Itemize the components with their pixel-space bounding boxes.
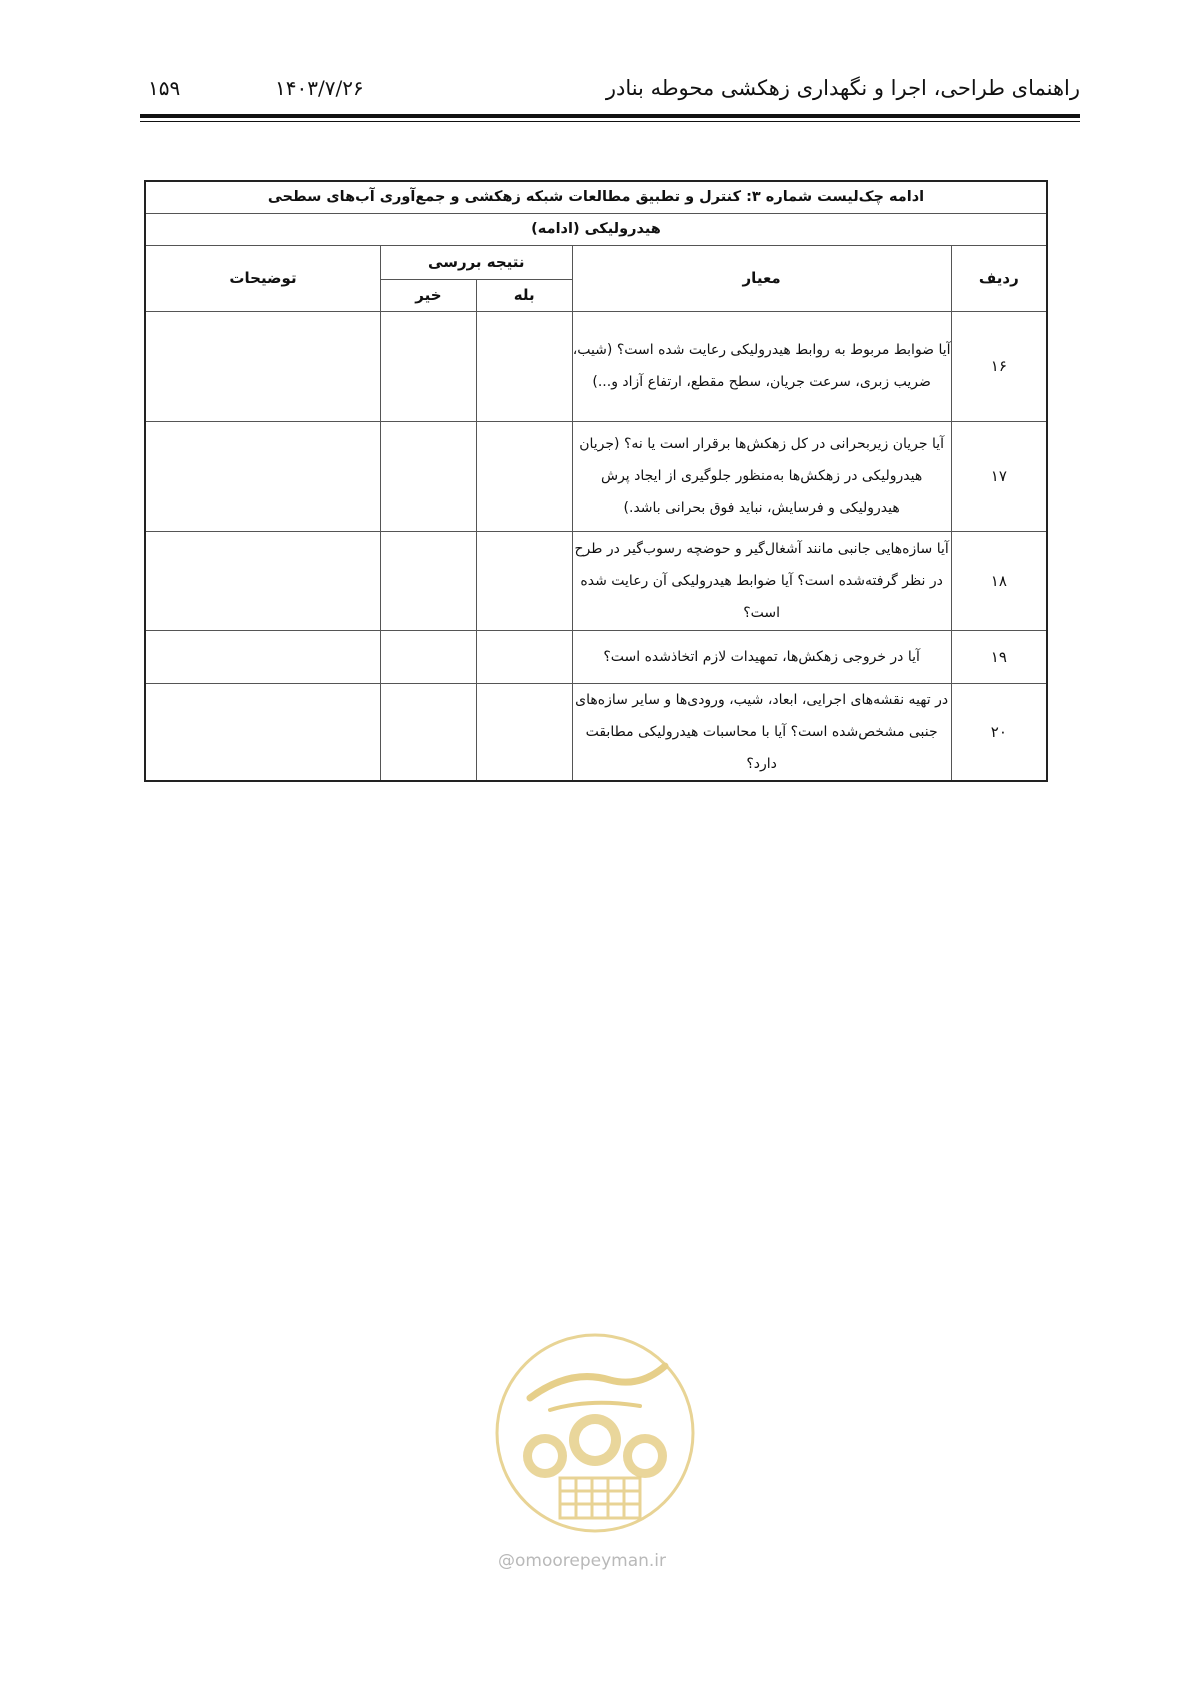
row-no-cell[interactable] [381,421,477,531]
row-no-cell[interactable] [381,683,477,781]
column-header-criterion: معیار [572,245,951,311]
row-no-cell[interactable] [381,630,477,683]
row-yes-cell[interactable] [476,311,572,421]
table-row [145,531,1047,630]
table-row [145,630,1047,683]
document-date: ۱۴۰۳/۷/۲۶ [275,76,364,100]
column-header-yes: بله [476,279,572,311]
checklist-table [144,180,1048,782]
row-criterion: در تهیه نقشه‌های اجرایی، ابعاد، شیب، ورودی‌ها و سایر سازه‌های جنبی مشخص‌شده است؟ آیا با محاسبات هیدرولیکی مطابقت دارد؟ [572,683,951,781]
page-number: ۱۵۹ [148,76,181,100]
row-no-cell[interactable] [381,531,477,630]
row-notes-cell[interactable] [145,531,381,630]
table-row [145,311,1047,421]
column-header-result: نتیجه بررسی [381,245,573,279]
row-yes-cell[interactable] [476,630,572,683]
row-criterion: آیا ضوابط مربوط به روابط هیدرولیکی رعایت شده است؟ (شیب، ضریب زبری، سرعت جریان، سطح مقطع، ارتفاع آزاد و...) [572,311,951,421]
table-row [145,683,1047,781]
column-header-row: ردیف [951,245,1047,311]
row-yes-cell[interactable] [476,683,572,781]
watermark-logo-icon [490,1328,700,1538]
row-no-cell[interactable] [381,311,477,421]
row-notes-cell[interactable] [145,683,381,781]
page-header [140,68,1080,118]
table-row [145,421,1047,531]
document-title: راهنمای طراحی، اجرا و نگهداری زهکشی محوطه بنادر [605,76,1080,100]
table-caption: ادامه چک‌لیست شماره ۳: کنترل و تطبیق مطالعات شبکه زهکشی و جمع‌آوری آب‌های سطحی [145,181,1047,213]
row-criterion: آیا در خروجی زهکش‌ها، تمهیدات لازم اتخاذشده است؟ [572,630,951,683]
column-header-notes: توضیحات [145,245,381,311]
row-number: ۱۸ [951,531,1047,630]
row-yes-cell[interactable] [476,531,572,630]
row-number: ۱۷ [951,421,1047,531]
row-yes-cell[interactable] [476,421,572,531]
column-header-no: خیر [381,279,477,311]
row-notes-cell[interactable] [145,421,381,531]
row-number: ۲۰ [951,683,1047,781]
watermark-url: @omoorepeyman.ir [498,1551,667,1571]
row-notes-cell[interactable] [145,630,381,683]
row-notes-cell[interactable] [145,311,381,421]
row-number: ۱۶ [951,311,1047,421]
row-number: ۱۹ [951,630,1047,683]
section-title: هیدرولیکی (ادامه) [145,213,1047,245]
row-criterion: آیا جریان زیربحرانی در کل زهکش‌ها برقرار است یا نه؟ (جریان هیدرولیکی در زهکش‌ها به‌منظور جلوگیری از ایجاد پرش هیدرولیکی و فرسایش، نباید فوق بحرانی باشد.) [572,421,951,531]
row-criterion: آیا سازه‌هایی جانبی مانند آشغال‌گیر و حوضچه رسوب‌گیر در طرح در نظر گرفته‌شده است؟ آیا ضوابط هیدرولیکی آن رعایت شده است؟ [572,531,951,630]
header-rule-thin [140,121,1080,122]
header-rule-thick [140,114,1080,118]
